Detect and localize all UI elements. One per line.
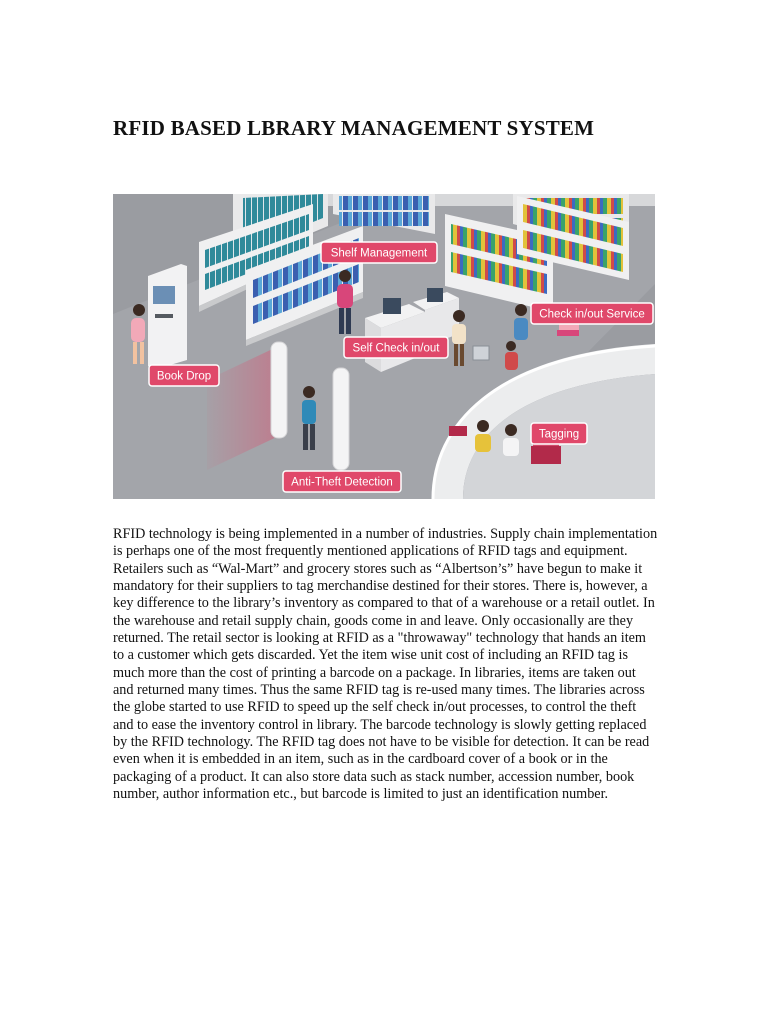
page-title: RFID BASED LBRARY MANAGEMENT SYSTEM [113, 116, 595, 140]
callout-book-drop-label: Book Drop [156, 370, 212, 383]
callout-check-in-out-service [531, 303, 653, 324]
callout-anti-theft-detection [283, 471, 401, 492]
callout-check-in-out-service-label: Check in/out Service [539, 308, 645, 321]
callout-tagging-label: Tagging [538, 428, 580, 441]
callout-shelf-management-label: Shelf Management [330, 247, 428, 260]
rfid-library-illustration [113, 194, 655, 499]
callout-anti-theft-detection-label: Anti-Theft Detection [291, 476, 393, 489]
books-stack-service [557, 324, 579, 336]
callout-tagging [531, 423, 587, 444]
callout-self-check-in-out [344, 337, 448, 358]
callout-book-drop [149, 365, 219, 386]
body-paragraph: RFID technology is being implemented in a number of industries. Supply chain implementation is perhaps one of the most frequently mentioned applications of RFID tags and equipment. Retailers such as “Wal-Mart” and grocery stores such as “Albertson’s” have begun to make it mandatory for their suppliers to tag merchandise destined for their stores. There is, however, a key difference to the library’s inventory as compared to that of a warehouse or a retail outlet. In the warehouse and retail supply chain, goods come in and leave. Only occasionally are they returned. The retail sector is looking at RFID as a "throwaway" technology that hands an item to a customer which gets discarded. Yet the item wise unit cost of including an RFID tag is much more than the cost of printing a barcode on a package. In libraries, items are taken out and returned many times. Thus the same RFID tag is re-used many times. The libraries across the globe started to use RFID to speed up the self check in/out processes, to control the theft and to ease the inventory control in library. The barcode technology is slowly getting replaced by the RFID technology. The RFID tag does not have to be visible for detection. It can be read even when it is embedded in an item, such as in the cardboard cover of a book or in the packaging of a product. It can also store data such as stack number, accession number, book number, author information etc., but barcode is limited to just an identification number. [113, 526, 658, 803]
callout-self-check-in-out-label: Self Check in/out [352, 342, 440, 355]
book-drop-kiosk [148, 264, 187, 370]
callout-shelf-management [321, 242, 437, 263]
